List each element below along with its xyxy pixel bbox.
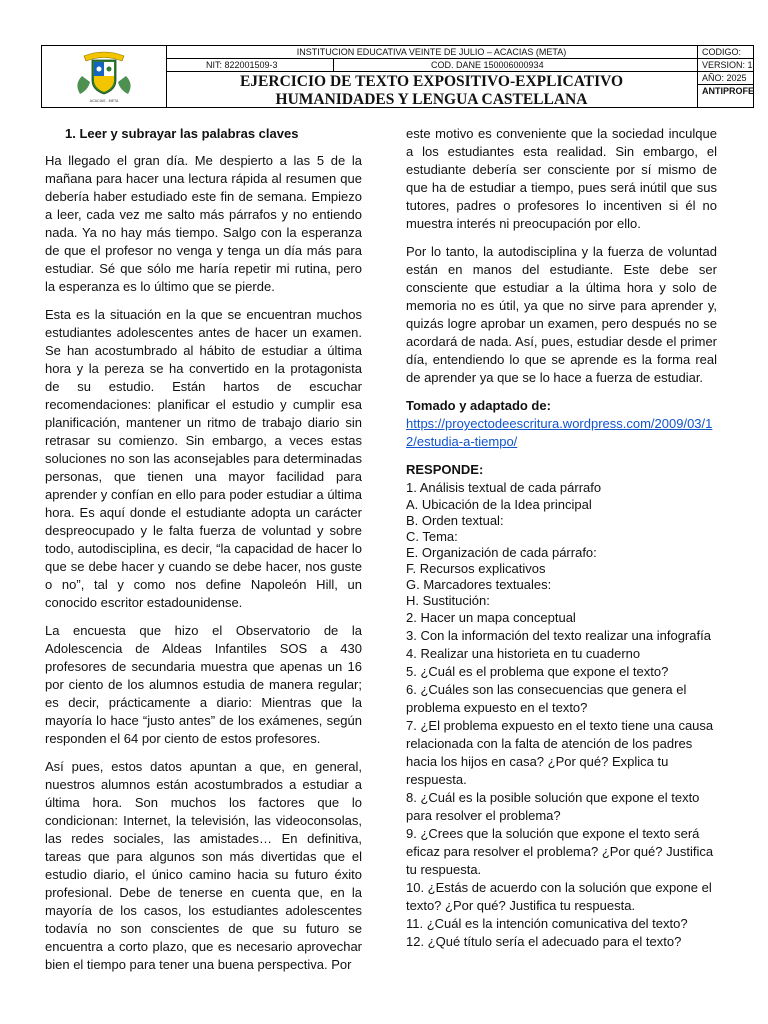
id-row — [166, 59, 697, 72]
question-item: 2. Hacer un mapa conceptual — [406, 610, 576, 625]
question-item: 10. ¿Estás de acuerdo con la solución que expone el texto? ¿Por qué? Justifica tu respuesta. — [406, 880, 712, 913]
paragraph: La encuesta que hizo el Observatorio de la Adolescencia de Aldeas Infantiles SOS a 430 profesores de secundaria muestra que apenas un 16 por ciento de los alumnos estudia de manera regular; es decir, prácticamente a diario: Mientras que la mayoría lo hace “justo antes” de los exámenes, según responden el 64 por ciento de estos profesores. — [45, 623, 362, 746]
source-link[interactable]: https://proyectodeescritura.wordpress.com/2009/03/12/estudia-a-tiempo/ — [406, 416, 713, 449]
paragraph: Ha llegado el gran día. Me despierto a las 5 de la mañana para hacer una lectura rápida al resumen que debería haber estudiado este fin de semana. Empiezo a leer, cada vez me salto más párrafos y no entiendo nada. Ya no hay más tiempo. Salgo con la esperanza de que el profesor no venga y tenga un día más para estudiar. Sé que sólo me haría repetir mi rutina, pero la esperanza es lo último que se pierde. — [45, 153, 362, 294]
question-item: E. Organización de cada párrafo: — [406, 545, 597, 560]
nit: NIT: 822001509-3 — [206, 60, 278, 70]
title-line-2: HUMANIDADES Y LENGUA CASTELLANA — [275, 91, 588, 108]
header-meta — [697, 46, 753, 107]
left-column — [45, 125, 362, 984]
question-item: C. Tema: — [406, 529, 458, 544]
question-item: 7. ¿El problema expuesto en el texto tiene una causa relacionada con la falta de atención de los padres hacia los hijos en casa? ¿Por qué? Explica tu respuesta. — [406, 718, 714, 787]
paragraph: Esta es la situación en la que se encuentran muchos estudiantes adolescentes antes de hacer un examen. Se han acostumbrado al hábito de estudiar a última hora y la pereza se ha convertido en la protagonista de su estudio. Están hartos de escuchar recomendaciones: planificar el estudio y cumplir esa planificación, mantener un ritmo de trabajo diario sin retrasar su comienzo. Sin embargo, a veces estas soluciones no son las aconsejables para determinadas personas, que tienen una mayor facilidad para aprender y confían en ello para poder estudiar a última hora. Es aquí donde el estudiante adopta un carácter despreocupado y le falta fuerza de voluntad y sobre todo, autodisciplina, es decir, “la capacidad de hacer lo que se debe hacer y cuando se debe hacer, nos guste o no”, tal y como nos define Napoleón Hill, un conocido escritor estadounidense. — [45, 307, 362, 610]
version: VERSION: 1 — [697, 59, 753, 72]
logo-caption: ACACIAS - META — [89, 99, 119, 103]
question-item: 4. Realizar una historieta en tu cuaderno — [406, 646, 641, 661]
question-item: 8. ¿Cuál es la posible solución que expone el texto para resolver el problema? — [406, 790, 700, 823]
source-label: Tomado y adaptado de: — [406, 398, 551, 413]
question-item: 12. ¿Qué título sería el adecuado para el texto? — [406, 934, 682, 949]
codigo: CODIGO: — [697, 46, 753, 59]
question-item: F. Recursos explicativos — [406, 561, 546, 576]
document-title — [166, 72, 697, 109]
institution-name: INSTITUCION EDUCATIVA VEINTE DE JULIO – ACACIAS (META) — [166, 46, 697, 59]
question-item: 11. ¿Cuál es la intención comunicativa del texto? — [406, 916, 688, 931]
paragraph: este motivo es conveniente que la sociedad inculque a los estudiantes esta realidad. Sin embargo, el estudiante debería ser consciente por sí mismo de que ha de estudiar a tiempo, pues será inútil que sus tutores, padres o profesores lo incentiven si él no muestra interés ni preocupación por ello. — [406, 126, 717, 231]
question-item: H. Sustitución: — [406, 593, 490, 608]
paragraph: Así pues, estos datos apuntan a que, en general, nuestros alumnos están acostumbrados a estudiar a última hora. Son muchos los factores que lo condicionan: Internet, la televisión, las videoconsolas, las redes sociales, las amistades… En definitiva, tareas que para algunos son más divertidas que el estudio diario, el único camino hacia su futuro éxito profesional. Debe de tenerse en cuenta que, en la mayoría de los casos, los estudiantes adolescentes todavía no son conscientes de que su futuro se encuentra a corto plazo, que es necesario aprovechar bien el tiempo para tener una buena perspectiva. Por — [45, 759, 362, 972]
responde-label: RESPONDE: — [406, 462, 484, 477]
question-item: G. Marcadores textuales: — [406, 577, 552, 592]
question-item: 5. ¿Cuál es el problema que expone el texto? — [406, 664, 669, 679]
dane-code: COD. DANE 150006000934 — [431, 60, 544, 70]
paragraph: Por lo tanto, la autodisciplina y la fuerza de voluntad están en manos del estudiante. Este debe ser consciente que estudiar a la última hora y solo de memoria no es útil, ya que no sirve para aprender y, quizás logre aprobar un examen, pero después no se acordará de nada. Así, pues, estudiar desde el primer día, entendiendo lo que se aprende es la forma real de aprender ya que se lo hace a fuerza de estudiar. — [406, 244, 717, 385]
year: AÑO: 2025 — [697, 72, 753, 85]
logo-cell — [42, 46, 167, 107]
question-list — [406, 479, 717, 951]
question-item: 3. Con la información del texto realizar una infografía — [406, 628, 711, 643]
school-crest-icon — [42, 46, 166, 107]
question-item: 1. Análisis textual de cada párrafo — [406, 480, 602, 495]
header-info — [166, 46, 698, 107]
question-item: B. Orden textual: — [406, 513, 504, 528]
question-item: A. Ubicación de la Idea principal — [406, 497, 592, 512]
question-item: 9. ¿Crees que la solución que expone el texto será eficaz para resolver el problema? ¿Por qué? Justifica tu respuesta. — [406, 826, 714, 877]
document-header — [41, 45, 754, 108]
right-column — [406, 125, 717, 951]
antiprofe: ANTIPROFE — [702, 86, 755, 96]
question-item: 6. ¿Cuáles son las consecuencias que genera el problema expuesto en el texto? — [406, 682, 687, 715]
instruction-heading: 1. Leer y subrayar las palabras claves — [65, 126, 299, 141]
title-line-1: EJERCICIO DE TEXTO EXPOSITIVO-EXPLICATIVO — [239, 73, 624, 90]
